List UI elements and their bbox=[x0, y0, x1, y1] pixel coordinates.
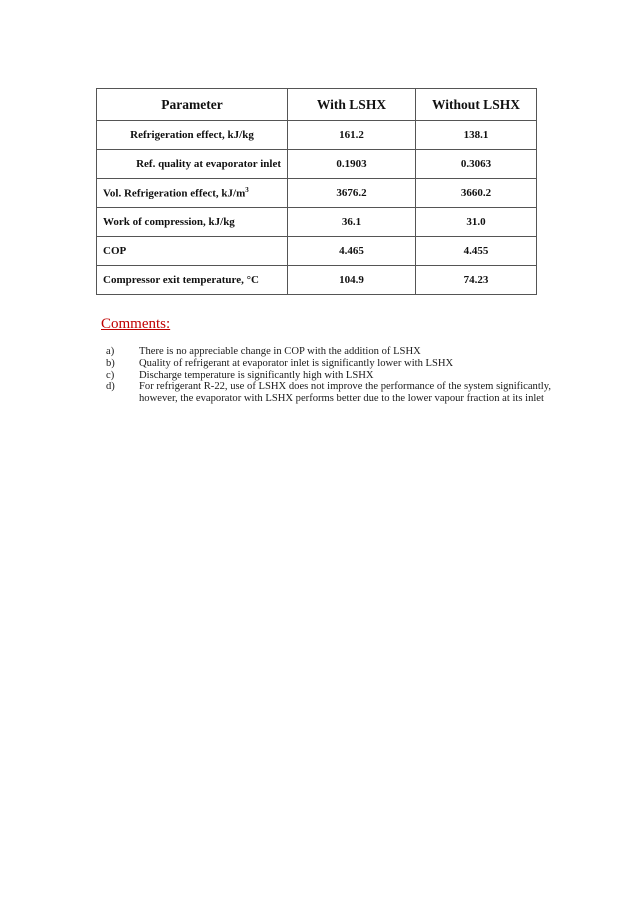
list-item bbox=[106, 346, 551, 358]
without-lshx-cell: 138.1 bbox=[416, 121, 537, 150]
comment-text: There is no appreciable change in COP with the addition of LSHX bbox=[139, 346, 421, 357]
without-lshx-cell: 0.3063 bbox=[416, 150, 537, 179]
table-row bbox=[97, 266, 537, 295]
table-row bbox=[97, 237, 537, 266]
parameter-cell bbox=[97, 179, 288, 208]
list-item bbox=[106, 358, 551, 370]
parameter-cell: COP bbox=[97, 237, 288, 266]
results-table bbox=[96, 88, 537, 295]
header-parameter: Parameter bbox=[97, 89, 288, 121]
table-row bbox=[97, 150, 537, 179]
comment-text: Discharge temperature is significantly high with LSHX bbox=[139, 369, 374, 381]
list-marker: d) bbox=[106, 381, 115, 393]
with-lshx-cell: 4.465 bbox=[288, 237, 416, 266]
list-item bbox=[106, 381, 551, 405]
comments-heading: Comments: bbox=[101, 316, 171, 332]
parameter-cell: Ref. quality at evaporator inlet bbox=[97, 150, 288, 179]
with-lshx-cell: 0.1903 bbox=[288, 150, 416, 179]
table-row bbox=[97, 121, 537, 150]
table-header-row bbox=[97, 89, 537, 121]
parameter-cell: Refrigeration effect, kJ/kg bbox=[97, 121, 288, 150]
list-marker: b) bbox=[106, 357, 115, 369]
list-marker: a) bbox=[106, 346, 115, 357]
comment-text: Quality of refrigerant at evaporator inlet is significantly lower with LSHX bbox=[139, 357, 454, 369]
without-lshx-cell: 31.0 bbox=[416, 208, 537, 237]
table-row bbox=[97, 208, 537, 237]
comment-text: For refrigerant R-22, use of LSHX does not improve the performance of the system significantly, however, the evaporator with LSHX performs better due to the lower vapour fraction at its inlet bbox=[139, 381, 551, 405]
list-marker: c) bbox=[106, 369, 115, 381]
with-lshx-cell: 36.1 bbox=[288, 208, 416, 237]
parameter-text: Vol. Refrigeration effect, kJ/m bbox=[103, 187, 246, 200]
without-lshx-cell: 3660.2 bbox=[416, 179, 537, 208]
table-row bbox=[97, 179, 537, 208]
parameter-cell: Compressor exit temperature, °C bbox=[97, 266, 288, 295]
header-without-lshx: Without LSHX bbox=[416, 89, 537, 121]
header-with-lshx: With LSHX bbox=[288, 89, 416, 121]
parameter-cell: Work of compression, kJ/kg bbox=[97, 208, 288, 237]
superscript: 3 bbox=[245, 186, 249, 195]
with-lshx-cell: 104.9 bbox=[288, 266, 416, 295]
without-lshx-cell: 4.455 bbox=[416, 237, 537, 266]
with-lshx-cell: 161.2 bbox=[288, 121, 416, 150]
with-lshx-cell: 3676.2 bbox=[288, 179, 416, 208]
comments-list bbox=[106, 346, 551, 405]
list-item bbox=[106, 370, 551, 382]
without-lshx-cell: 74.23 bbox=[416, 266, 537, 295]
